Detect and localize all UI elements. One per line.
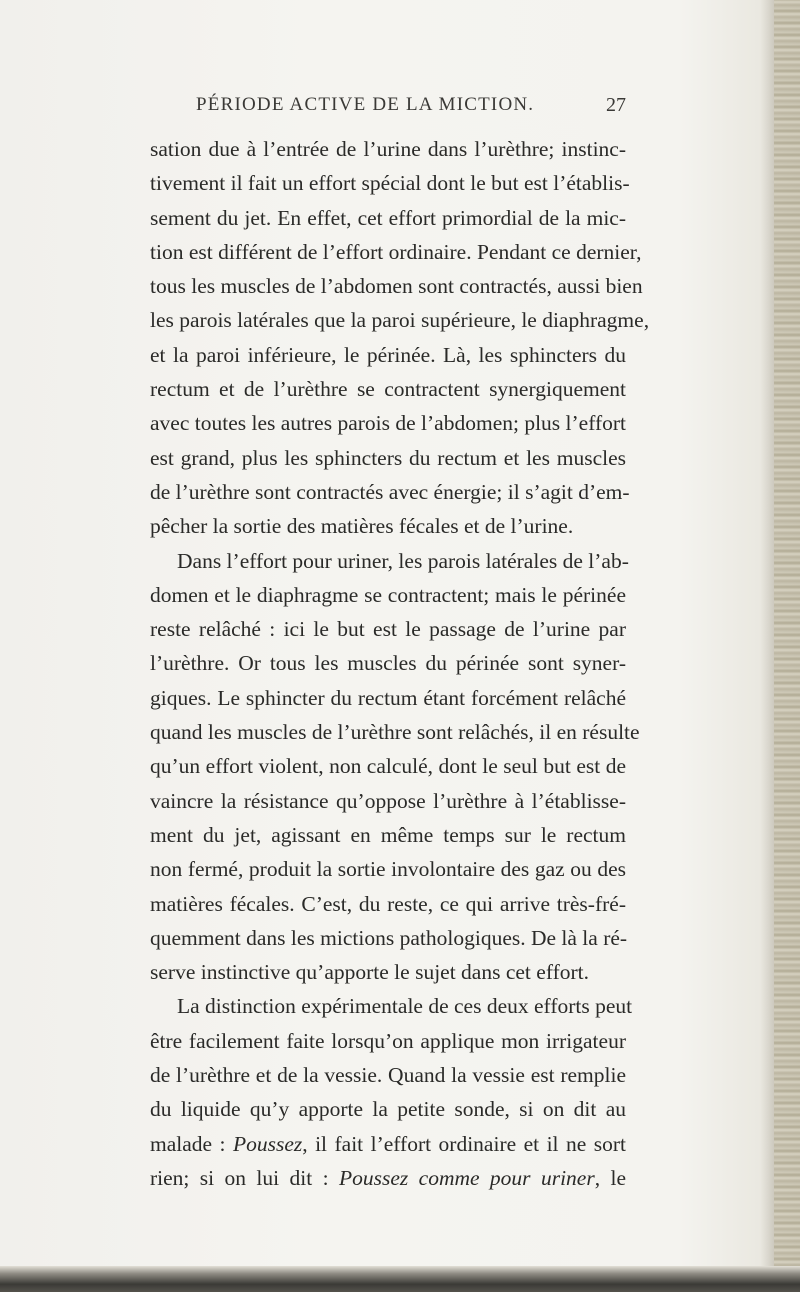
body-text bbox=[150, 132, 650, 1195]
text-line: avec toutes les autres parois de l’abdomen; plus l’effort bbox=[150, 411, 627, 436]
text-line: La distinction expérimentale de ces deux efforts peut bbox=[177, 994, 633, 1019]
text-line: et la paroi inférieure, le périnée. Là, les sphincters du bbox=[150, 342, 626, 367]
text-line: matières fécales. C’est, du reste, ce qui arrive très-fré- bbox=[150, 891, 626, 916]
text-line-with-italic bbox=[150, 1127, 626, 1161]
text-segment: rien; si on lui dit : bbox=[150, 1165, 339, 1190]
text-line-with-italic bbox=[150, 1161, 626, 1195]
text-line: tion est différent de l’effort ordinaire. Pendant ce dernier, bbox=[150, 239, 642, 264]
running-head: PÉRIODE ACTIVE DE LA MICTION. bbox=[196, 94, 535, 115]
text-line: quemment dans les mictions pathologiques. De là la ré- bbox=[150, 925, 628, 950]
text-line: domen et le diaphragme se contractent; mais le périnée bbox=[150, 582, 626, 607]
text-line: l’urèthre. Or tous les muscles du périnée sont syner- bbox=[150, 651, 626, 676]
text-line: rectum et de l’urèthre se contractent synergiquement bbox=[150, 377, 626, 402]
italic-emphasis: Poussez bbox=[232, 1131, 303, 1156]
text-line: non fermé, produit la sortie involontaire des gaz ou des bbox=[150, 857, 626, 882]
page-number: 27 bbox=[606, 94, 626, 116]
text-line: sement du jet. En effet, cet effort primordial de la mic- bbox=[150, 205, 626, 230]
text-segment: , le bbox=[594, 1165, 626, 1190]
page-bottom-edge bbox=[0, 1266, 800, 1292]
text-line: tivement il fait un effort spécial dont le but est l’établis- bbox=[150, 171, 630, 196]
text-line: être facilement faite lorsqu’on applique mon irrigateur bbox=[150, 1028, 626, 1053]
text-line: ment du jet, agissant en même temps sur le rectum bbox=[150, 822, 626, 847]
text-line: vaincre la résistance qu’oppose l’urèthre à l’établisse- bbox=[150, 788, 626, 813]
text-line: quand les muscles de l’urèthre sont relâchés, il en résulte bbox=[150, 720, 640, 745]
text-segment: , il fait l’effort ordinaire et il ne sort bbox=[302, 1131, 626, 1156]
text-line: qu’un effort violent, non calculé, dont le seul but est de bbox=[150, 754, 626, 779]
text-line: est grand, plus les sphincters du rectum et les muscles bbox=[150, 445, 626, 470]
text-line: pêcher la sortie des matières fécales et de l’urine. bbox=[150, 514, 574, 539]
text-line: de l’urèthre sont contractés avec énergie; il s’agit d’em- bbox=[150, 479, 630, 504]
text-line: sation due à l’entrée de l’urine dans l’urèthre; instinc- bbox=[150, 137, 626, 161]
page-stack-edge bbox=[774, 0, 800, 1292]
text-line: reste relâché : ici le but est le passage de l’urine par bbox=[150, 617, 626, 642]
italic-emphasis: Poussez comme pour uriner bbox=[338, 1165, 595, 1190]
text-line: serve instinctive qu’apporte le sujet dans cet effort. bbox=[150, 960, 590, 985]
text-segment: malade : bbox=[150, 1131, 233, 1156]
gutter-shadow bbox=[760, 0, 774, 1292]
page-header bbox=[196, 94, 626, 124]
text-line: Dans l’effort pour uriner, les parois latérales de l’ab- bbox=[177, 548, 629, 573]
text-line: du liquide qu’y apporte la petite sonde, si on dit au bbox=[150, 1097, 626, 1122]
text-line: de l’urèthre et de la vessie. Quand la vessie est remplie bbox=[150, 1063, 626, 1088]
text-line: tous les muscles de l’abdomen sont contractés, aussi bien bbox=[150, 274, 643, 299]
text-line: giques. Le sphincter du rectum étant forcément relâché bbox=[150, 685, 626, 710]
text-line: les parois latérales que la paroi supérieure, le diaphragme, bbox=[150, 308, 650, 333]
